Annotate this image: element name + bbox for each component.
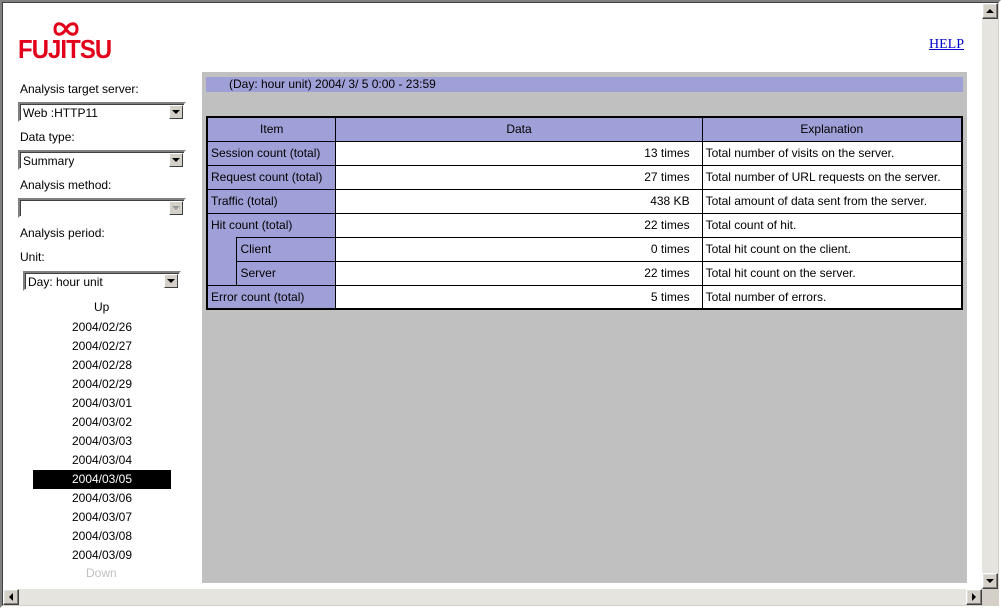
row-item: Error count (total) — [207, 285, 336, 309]
row-explanation: Total number of visits on the server. — [702, 141, 962, 165]
unit-select-value: Day: hour unit — [28, 275, 103, 289]
row-item: Request count (total) — [207, 165, 336, 189]
up-link[interactable]: Up — [94, 300, 110, 314]
help-link[interactable]: HELP — [929, 37, 964, 52]
method-select[interactable] — [18, 198, 186, 218]
row-explanation: Total number of URL requests on the server. — [702, 165, 962, 189]
date-item-selected[interactable]: 2004/03/05 — [33, 470, 171, 489]
data-type-select-value: Summary — [23, 154, 75, 168]
chevron-down-icon[interactable] — [169, 201, 183, 215]
date-item[interactable]: 2004/02/29 — [71, 377, 133, 391]
server-select[interactable] — [18, 102, 186, 122]
horizontal-scrollbar[interactable] — [3, 589, 982, 605]
unit-select[interactable] — [23, 271, 181, 291]
logo-text: FUJITSU — [18, 34, 112, 64]
table-header-row — [207, 117, 962, 141]
scroll-up-icon[interactable] — [982, 3, 998, 19]
analysis-panel — [202, 72, 967, 583]
row-explanation: Total count of hit. — [702, 213, 962, 237]
date-item[interactable]: 2004/03/07 — [71, 510, 133, 524]
row-data: 22 times — [336, 213, 702, 237]
row-explanation: Total amount of data sent from the server. — [702, 189, 962, 213]
period-label: Analysis period: — [20, 226, 105, 240]
down-link: Down — [86, 566, 117, 580]
scroll-down-icon[interactable] — [982, 573, 998, 589]
data-type-select[interactable] — [18, 150, 186, 170]
row-data: 13 times — [336, 141, 702, 165]
row-data: 5 times — [336, 285, 702, 309]
date-item[interactable]: 2004/03/01 — [71, 396, 133, 410]
date-item[interactable]: 2004/03/03 — [71, 434, 133, 448]
period-bar: (Day: hour unit) 2004/ 3/ 5 0:00 - 23:59 — [206, 77, 963, 92]
table-row — [207, 189, 962, 213]
date-item[interactable]: 2004/03/06 — [71, 491, 133, 505]
date-item[interactable]: 2004/02/28 — [71, 358, 133, 372]
scrollbar-corner — [982, 589, 998, 605]
row-data: 22 times — [336, 261, 702, 285]
row-item: Client — [237, 237, 336, 261]
chevron-down-icon[interactable] — [164, 274, 178, 288]
scroll-right-icon[interactable] — [966, 589, 982, 605]
row-data: 0 times — [336, 237, 702, 261]
date-item[interactable]: 2004/03/09 — [71, 548, 133, 562]
row-item: Session count (total) — [207, 141, 336, 165]
row-item: Traffic (total) — [207, 189, 336, 213]
vertical-scrollbar[interactable] — [982, 3, 998, 589]
scroll-left-icon[interactable] — [3, 589, 19, 605]
date-list — [33, 318, 171, 565]
table-row-sub — [207, 261, 962, 285]
row-explanation: Total hit count on the server. — [702, 261, 962, 285]
chevron-down-icon[interactable] — [169, 105, 183, 119]
server-select-value: Web :HTTP11 — [23, 106, 98, 120]
date-item[interactable]: 2004/02/26 — [71, 320, 133, 334]
table-row — [207, 213, 962, 237]
row-explanation: Total number of errors. — [702, 285, 962, 309]
server-label: Analysis target server: — [20, 82, 139, 96]
row-item: Server — [237, 261, 336, 285]
row-item: Hit count (total) — [207, 213, 336, 237]
table-row — [207, 165, 962, 189]
column-header-explanation: Explanation — [702, 117, 962, 141]
row-indent — [207, 237, 237, 261]
method-label: Analysis method: — [20, 178, 112, 192]
column-header-item: Item — [207, 117, 336, 141]
date-item[interactable]: 2004/03/04 — [71, 453, 133, 467]
chevron-down-icon[interactable] — [169, 153, 183, 167]
table-row — [207, 141, 962, 165]
data-type-label: Data type: — [20, 130, 75, 144]
row-explanation: Total hit count on the client. — [702, 237, 962, 261]
date-item[interactable]: 2004/02/27 — [71, 339, 133, 353]
row-data: 27 times — [336, 165, 702, 189]
table-row — [207, 285, 962, 309]
row-data: 438 KB — [336, 189, 702, 213]
unit-label: Unit: — [20, 250, 45, 264]
summary-table — [206, 116, 963, 310]
row-indent — [207, 261, 237, 285]
table-row-sub — [207, 237, 962, 261]
date-item[interactable]: 2004/03/08 — [71, 529, 133, 543]
fujitsu-logo — [18, 20, 110, 64]
date-item[interactable]: 2004/03/02 — [71, 415, 133, 429]
column-header-data: Data — [336, 117, 702, 141]
